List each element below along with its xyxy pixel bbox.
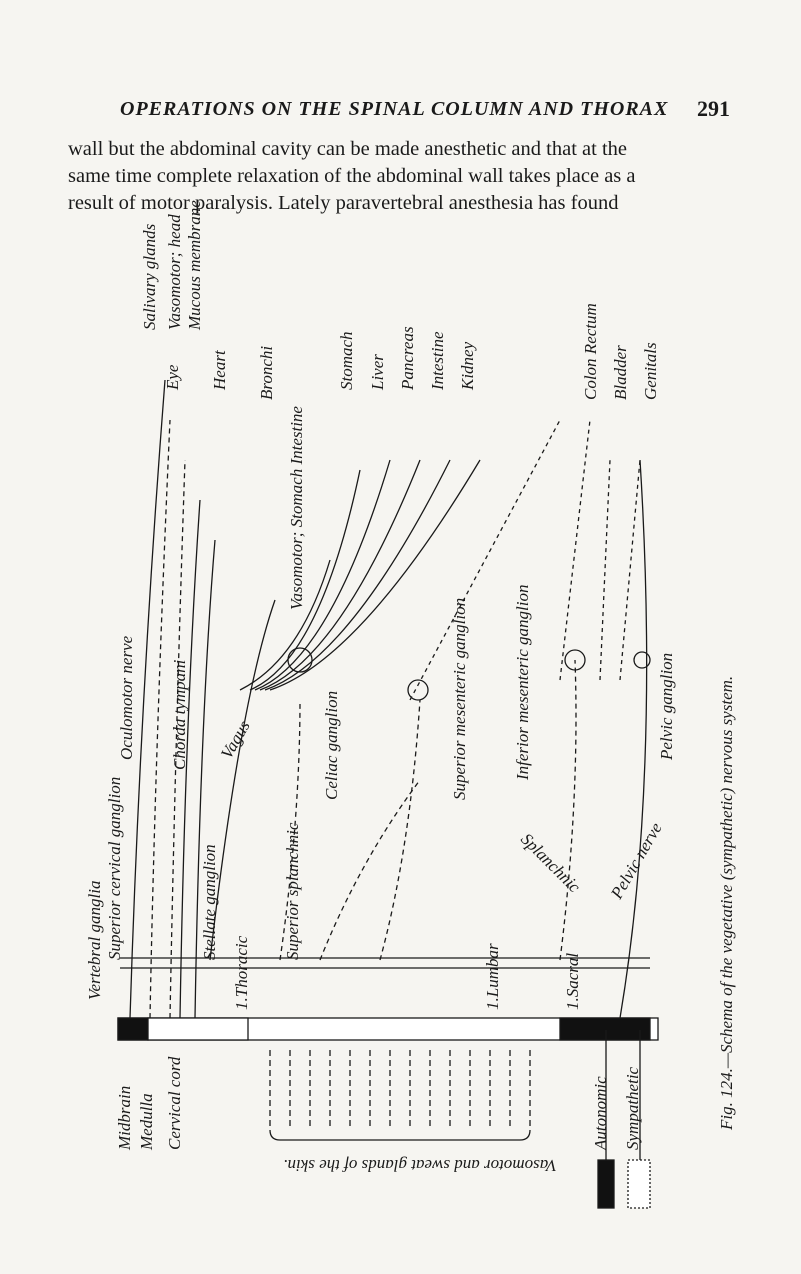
nerve-label: Splanchnic — [517, 829, 585, 897]
paragraph-line: wall but the abdominal cavity can be made anesthetic and that at the — [68, 138, 627, 160]
organ-label: Intestine — [428, 331, 447, 390]
organ-label: Salivary glands — [140, 223, 159, 330]
medulla-cervical-block — [148, 1018, 248, 1040]
organ-label: Kidney — [458, 341, 477, 390]
organ-label: Vasomotor; head — [165, 214, 184, 330]
organ-label: Bronchi — [257, 345, 276, 400]
nerve-label: Chorda tympani — [170, 659, 189, 770]
paragraph-line: same time complete relaxation of the abdominal wall takes place as a — [68, 165, 636, 187]
midbrain-block — [118, 1018, 148, 1040]
cord-region-label: Cervical cord — [165, 1056, 184, 1150]
ganglion-label: Pelvic ganglion — [657, 652, 676, 760]
segment-bracket-label: Vasomotor and sweat glands of the skin. — [283, 1156, 557, 1175]
segment-bracket — [270, 1130, 530, 1140]
organ-label: Bladder — [611, 345, 630, 400]
legend-sympathetic-swatch — [628, 1160, 650, 1208]
spinal-label: 1.Thoracic — [232, 935, 251, 1010]
ganglion-label: Inferior mesenteric ganglion — [513, 584, 532, 780]
figure-caption: Fig. 124.—Schema of the vegetative (sympathetic) nervous system. — [717, 675, 736, 1130]
organ-label: Liver — [368, 354, 387, 390]
ganglion-label: Superior mesenteric ganglion — [450, 597, 469, 800]
page-number: 291 — [697, 96, 730, 121]
ganglion-label: Vertebral ganglia — [85, 880, 104, 1000]
nerve-label: Vagus — [217, 717, 254, 762]
paragraph-line: result of motor paralysis. Lately paravertebral anesthesia has found — [68, 192, 619, 214]
ganglion-label: Superior cervical ganglion — [105, 776, 124, 960]
nerve-label: Oculomotor nerve — [117, 635, 136, 760]
organ-label: Pancreas — [398, 326, 417, 390]
legend-label: Autonomic — [591, 1076, 610, 1150]
organ-label: Vasomotor; Stomach Intestine — [287, 406, 306, 610]
cord-region-label: Medulla — [137, 1093, 156, 1150]
organ-label: Colon Rectum — [581, 303, 600, 400]
ganglion-label: Stellate ganglion — [200, 844, 219, 960]
nerve-label: Pelvic nerve — [607, 819, 666, 902]
sacral-block — [560, 1018, 650, 1040]
ganglion-label: Superior splanchnic — [283, 822, 302, 960]
organ-label: Heart — [210, 350, 229, 390]
spinal-label: 1.Sacral — [563, 952, 582, 1010]
spinal-label: 1.Lumbar — [483, 943, 502, 1010]
organ-label: Genitals — [641, 342, 660, 400]
cord-region-label: Midbrain — [115, 1085, 134, 1150]
nerve-lines — [118, 380, 658, 1208]
running-title: OPERATIONS ON THE SPINAL COLUMN AND THORAX — [120, 98, 669, 120]
vagus-path — [210, 600, 275, 960]
organ-label: Eye — [163, 364, 182, 390]
legend-label: Sympathetic — [623, 1066, 642, 1150]
legend-autonomic-swatch — [598, 1160, 614, 1208]
ganglion-label: Celiac ganglion — [322, 690, 341, 800]
organ-label: Mucous membrane — [185, 200, 204, 330]
organ-label: Stomach — [337, 331, 356, 390]
